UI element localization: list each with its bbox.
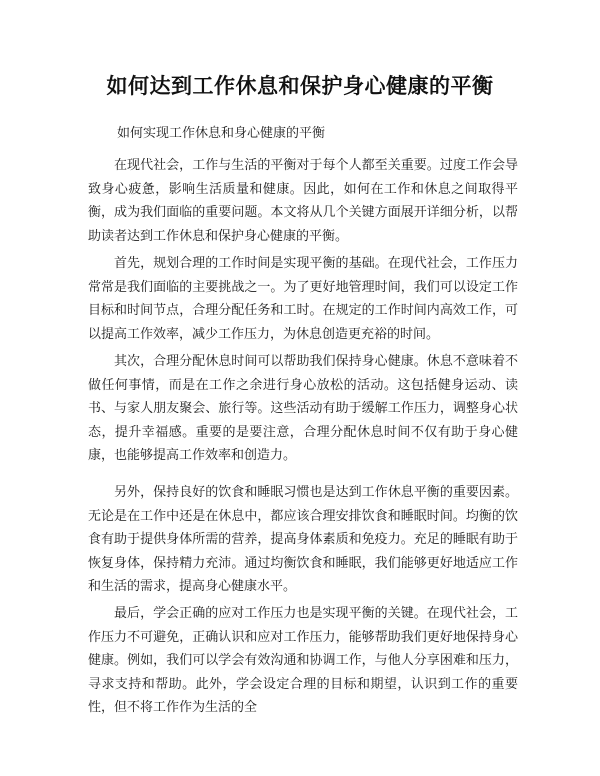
- paragraph-work-pressure: 最后，学会正确的应对工作压力也是实现平衡的关键。在现代社会，工作压力不可避免，正确认识和应对工作压力，能够帮助我们更好地保持身心健康。例如，我们可以学会有效沟通和协调工作，与他人分享困难和压力，寻求支持和帮助。此外，学会设定合理的目标和期望，认识到工作的重要性，但不将工作作为生活的全: [88, 606, 518, 716]
- document-subtitle: 如何实现工作休息和身心健康的平衡: [117, 126, 326, 141]
- paragraph-rest-time: 其次，合理分配休息时间可以帮助我们保持身心健康。休息不意味着不做任何事情，而是在工作之余进行身心放松的活动。这包括健身运动、读书、与家人朋友聚会、旅行等。这些活动有助于缓解工作压力，调整身心状态，提升幸福感。重要的是要注意，合理分配休息时间不仅有助于身心健康，也能够提高工作效率和创造力。: [88, 354, 518, 464]
- paragraph-diet-sleep: 另外，保持良好的饮食和睡眠习惯也是达到工作休息平衡的重要因素。无论是在工作中还是在休息中，都应该合理安排饮食和睡眠时间。均衡的饮食有助于提供身体所需的营养，提高身体素质和免疫力。充足的睡眠有助于恢复身体，保持精力充沛。通过均衡饮食和睡眠，我们能够更好地适应工作和生活的需求，提高身心健康水平。: [88, 485, 518, 595]
- document-title: 如何达到工作休息和保护身心健康的平衡: [106, 74, 494, 98]
- paragraph-intro: 在现代社会，工作与生活的平衡对于每个人都至关重要。过度工作会导致身心疲惫，影响生活质量和健康。因此，如何在工作和休息之间取得平衡，成为我们面临的重要问题。本文将从几个关键方面展开详细分析，以帮助读者达到工作休息和保护身心健康的平衡。: [88, 158, 518, 244]
- paragraph-work-time: 首先，规划合理的工作时间是实现平衡的基础。在现代社会，工作压力常常是我们面临的主要挑战之一。为了更好地管理时间，我们可以设定工作目标和时间节点，合理分配任务和工时。在规定的工作时间内高效工作，可以提高工作效率，减少工作压力，为休息创造更充裕的时间。: [88, 256, 518, 342]
